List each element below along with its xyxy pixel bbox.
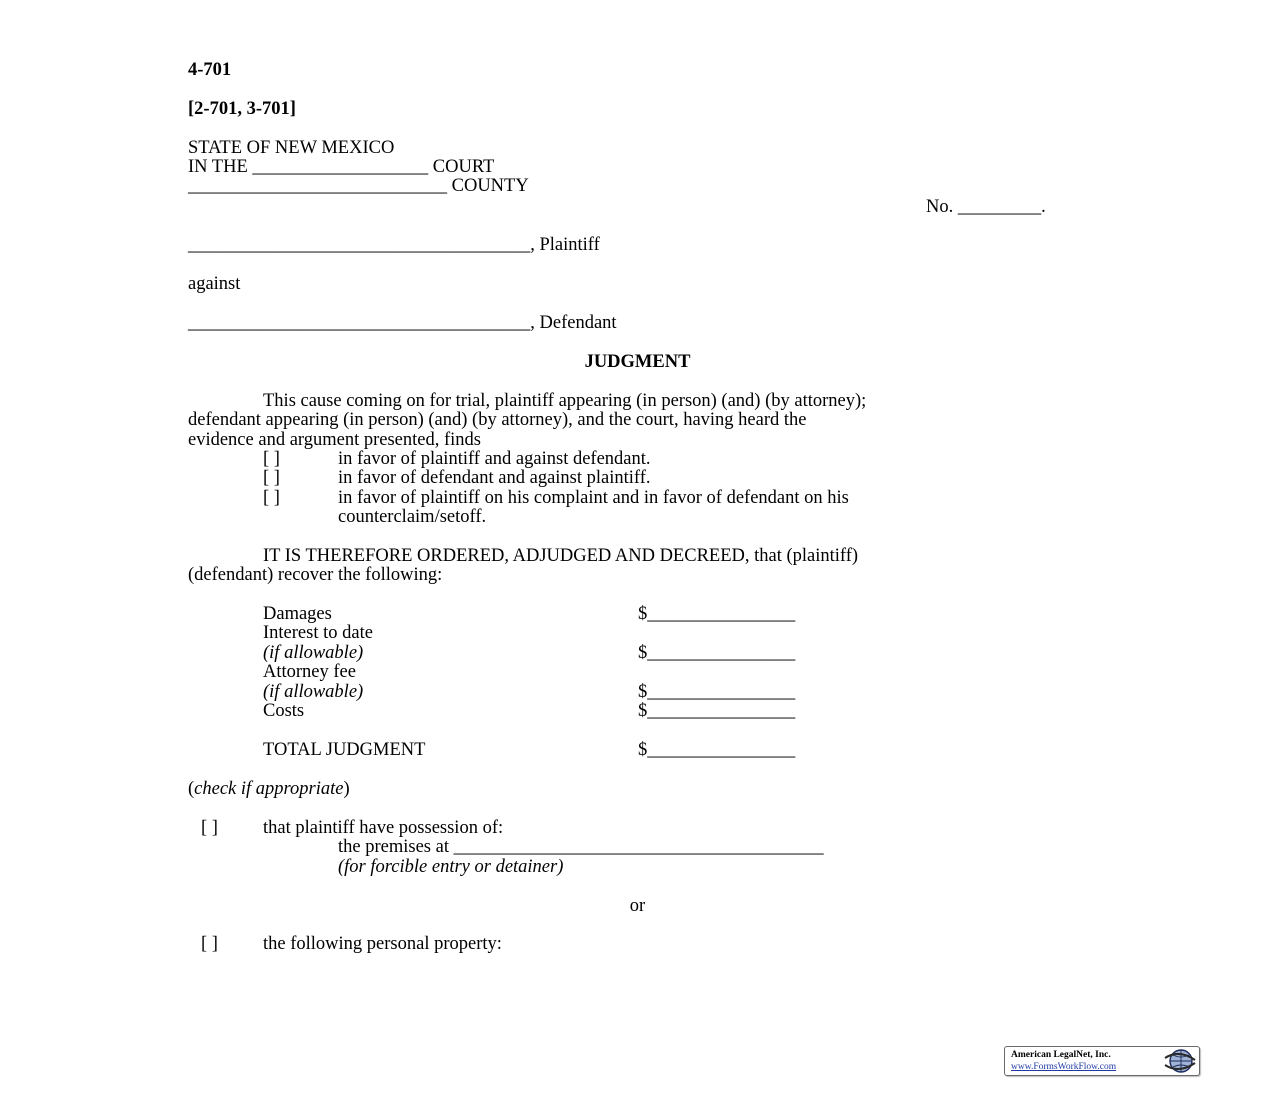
document-title: JUDGMENT bbox=[584, 352, 691, 372]
findings-intro-3: evidence and argument presented, finds bbox=[188, 430, 481, 450]
attorney-fee-if-allowable: (if allowable) bbox=[263, 682, 364, 702]
interest-if-allowable: (if allowable) bbox=[263, 643, 364, 663]
check-note-open: ( bbox=[188, 779, 195, 799]
check-note-text: check if appropriate bbox=[194, 779, 344, 799]
form-number: 4-701 bbox=[188, 60, 232, 80]
plaintiff-line: _____________________________________, Plaintiff bbox=[188, 235, 600, 255]
finding-checkbox-2[interactable]: [ ] bbox=[263, 468, 280, 488]
globe-logo-icon bbox=[1161, 1048, 1197, 1080]
court-line: IN THE ___________________ COURT bbox=[188, 157, 495, 177]
finding-option-1: in favor of plaintiff and against defendant. bbox=[338, 449, 651, 469]
check-if-appropriate-note bbox=[188, 779, 350, 799]
badge-url-link[interactable]: www.FormsWorkFlow.com bbox=[1011, 1062, 1117, 1072]
finding-option-3: in favor of plaintiff on his complaint and in favor of defendant on his bbox=[338, 488, 849, 508]
finding-checkbox-1[interactable]: [ ] bbox=[263, 449, 280, 469]
badge-company: American LegalNet, Inc. bbox=[1011, 1050, 1111, 1060]
forcible-entry-note: (for forcible entry or detainer) bbox=[338, 857, 564, 877]
attorney-fee-label: Attorney fee bbox=[263, 662, 356, 682]
plaintiff-possession-text: that plaintiff have possession of: bbox=[263, 818, 504, 838]
total-judgment-label: TOTAL JUDGMENT bbox=[263, 740, 426, 760]
damages-label: Damages bbox=[263, 604, 332, 624]
finding-checkbox-3[interactable]: [ ] bbox=[263, 488, 280, 508]
personal-property-text: the following personal property: bbox=[263, 934, 502, 954]
interest-amount-field[interactable]: $________________ bbox=[638, 643, 796, 663]
findings-intro-1: This cause coming on for trial, plaintiff appearing (in person) (and) (by attorney); bbox=[263, 391, 867, 411]
possession-checkbox[interactable]: [ ] bbox=[201, 818, 218, 838]
case-number: No. _________. bbox=[926, 197, 1046, 217]
check-note-close: ) bbox=[343, 779, 350, 799]
defendant-line: _____________________________________, Defendant bbox=[188, 313, 617, 333]
against-text: against bbox=[188, 274, 241, 294]
american-legalnet-badge[interactable] bbox=[1004, 1046, 1200, 1076]
finding-option-2: in favor of defendant and against plaintiff. bbox=[338, 468, 651, 488]
order-line-2: (defendant) recover the following: bbox=[188, 565, 443, 585]
costs-label: Costs bbox=[263, 701, 305, 721]
costs-amount-field[interactable]: $________________ bbox=[638, 701, 796, 721]
state-heading: STATE OF NEW MEXICO bbox=[188, 138, 395, 158]
total-judgment-amount-field[interactable]: $________________ bbox=[638, 740, 796, 760]
finding-option-3-cont: counterclaim/setoff. bbox=[338, 507, 487, 527]
interest-label: Interest to date bbox=[263, 623, 373, 643]
premises-line[interactable]: the premises at ________________________________________ bbox=[338, 837, 824, 857]
related-forms: [2-701, 3-701] bbox=[188, 99, 296, 119]
attorney-fee-amount-field[interactable]: $________________ bbox=[638, 682, 796, 702]
personal-property-checkbox[interactable]: [ ] bbox=[201, 934, 218, 954]
order-line-1: IT IS THEREFORE ORDERED, ADJUDGED AND DECREED, that (plaintiff) bbox=[263, 546, 859, 566]
damages-amount-field[interactable]: $________________ bbox=[638, 604, 796, 624]
findings-intro-2: defendant appearing (in person) (and) (by attorney), and the court, having heard the bbox=[188, 410, 807, 430]
or-separator: or bbox=[629, 896, 646, 916]
county-line: ____________________________ COUNTY bbox=[188, 176, 529, 196]
